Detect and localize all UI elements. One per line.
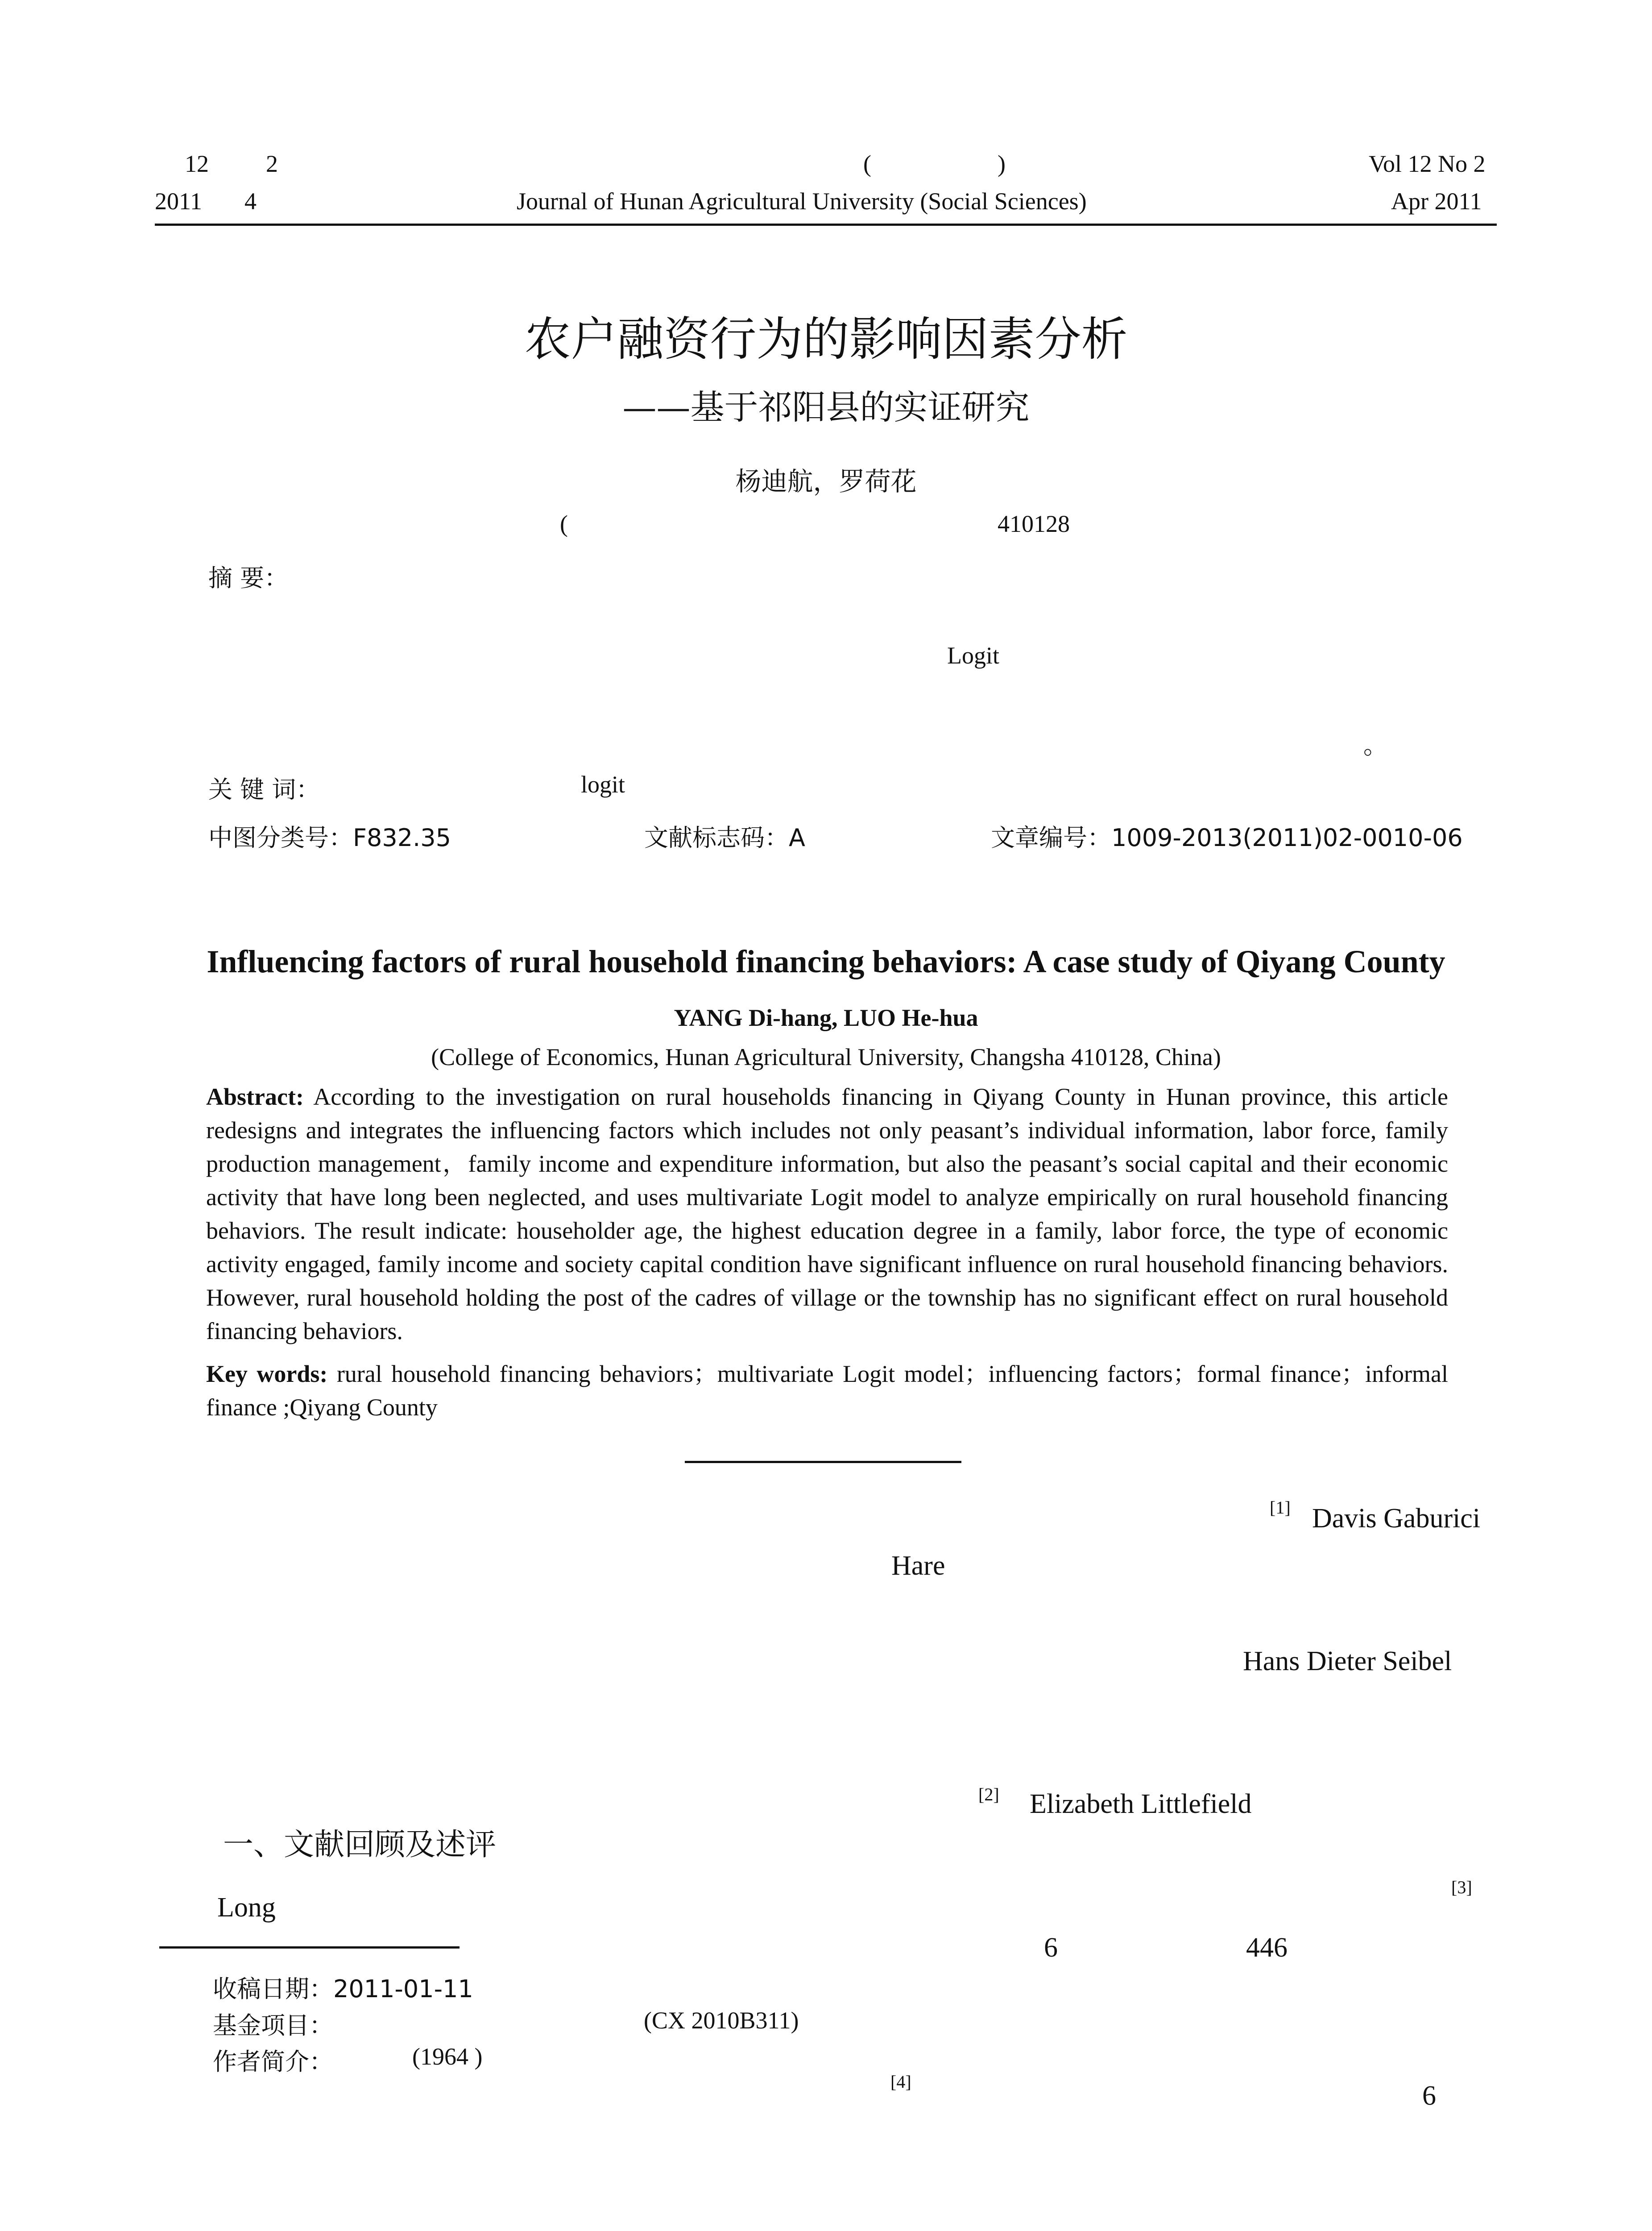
affiliation-paren: ( — [560, 510, 568, 537]
header-issue: 2 — [266, 150, 278, 177]
citation-4: [4] — [890, 2072, 911, 2092]
affiliation-en: (College of Economics, Hunan Agricultural University, Changsha 410128, China) — [431, 1044, 1221, 1070]
abstract-cn-logit: Logit — [947, 642, 999, 669]
paper-title-cn: 农户融资行为的影响因素分析 — [524, 312, 1128, 366]
header-year: 2011 — [155, 188, 202, 215]
keywords-cn-label: 关 键 词： — [208, 775, 320, 804]
body-number-446: 446 — [1246, 1932, 1288, 1963]
header-paren-close: ) — [998, 150, 1006, 177]
header-paren-open: ( — [863, 150, 871, 177]
author-bio-label: 作者简介： — [213, 2048, 333, 2076]
abstract-cn-period: 。 — [1363, 732, 1387, 759]
citation-2: [2] — [978, 1784, 999, 1804]
abstract-en-text: According to the investigation on rural households financing in Qiyang County in Hunan province, this article redesigns and integrates the influencing factors which includes not only peasant’s individual information, labor force, family production management，family income and expenditure information, but also the peasant’s social capital and their economic activity that have long been neglected, and uses multivariate Logit model to analyze empirically on rural household financing behaviors. The result indicate: householder age, the highest education degree in a family, labor force, the type of economic activity engaged, family income and society capital condition have significant influence on rural household financing behaviors. However, rural household holding the post of the cadres of village or the township has no significant effect on rural household financing behaviors. — [206, 1083, 1448, 1344]
header-month: 4 — [244, 188, 257, 215]
body-number-6a: 6 — [1044, 1932, 1058, 1963]
authors-cn: 杨迪航，罗荷花 — [735, 466, 917, 497]
affiliation-zip: 410128 — [998, 510, 1070, 537]
header-volume: 12 — [185, 150, 209, 177]
abstract-en — [206, 1080, 1448, 1348]
separator-rule — [685, 1461, 961, 1463]
paper-title-en: Influencing factors of rural household financing behaviors: A case study of Qiyang County — [207, 944, 1445, 979]
footnote-rule — [159, 1946, 460, 1949]
header-date-en: Apr 2011 — [1391, 188, 1482, 215]
received-date: 收稿日期：2011-01-11 — [213, 1975, 473, 2003]
keywords-en-text: rural household financing behaviors；multivariate Logit model；influencing factors；formal finance；informal finance ;Qiyang County — [206, 1360, 1449, 1421]
body-seibel: Hans Dieter Seibel — [1243, 1646, 1452, 1676]
paper-subtitle-cn: ——基于祁阳县的实证研究 — [622, 387, 1030, 427]
body-davis: Davis Gaburici — [1312, 1503, 1481, 1534]
author-birth-year: (1964 ) — [412, 2043, 483, 2070]
body-number-6b: 6 — [1422, 2081, 1436, 2111]
keywords-en-label: Key words: — [206, 1360, 328, 1387]
abstract-cn-label: 摘 要： — [208, 564, 289, 592]
body-long: Long — [217, 1892, 276, 1923]
document-code: 文献标志码：A — [644, 824, 805, 852]
clc-number: 中图分类号：F832.35 — [208, 824, 451, 852]
section-heading-1: 一、文献回顾及述评 — [223, 1827, 497, 1862]
header-rule — [155, 224, 1497, 226]
authors-en: YANG Di-hang, LUO He-hua — [674, 1004, 978, 1031]
article-number: 文章编号：1009-2013(2011)02-0010-06 — [991, 824, 1463, 852]
fund-label: 基金项目： — [213, 2011, 333, 2040]
citation-1: [1] — [1270, 1497, 1291, 1518]
keywords-cn-logit: logit — [581, 771, 625, 798]
body-hare: Hare — [891, 1551, 945, 1581]
keywords-en — [206, 1357, 1448, 1424]
citation-3: [3] — [1451, 1877, 1472, 1897]
fund-code: (CX 2010B311) — [644, 2007, 799, 2034]
header-vol-en: Vol 12 No 2 — [1369, 150, 1486, 177]
abstract-en-label: Abstract: — [206, 1083, 304, 1110]
body-littlefield: Elizabeth Littlefield — [1030, 1789, 1252, 1819]
header-journal-en: Journal of Hunan Agricultural University (Social Sciences) — [517, 188, 1087, 215]
